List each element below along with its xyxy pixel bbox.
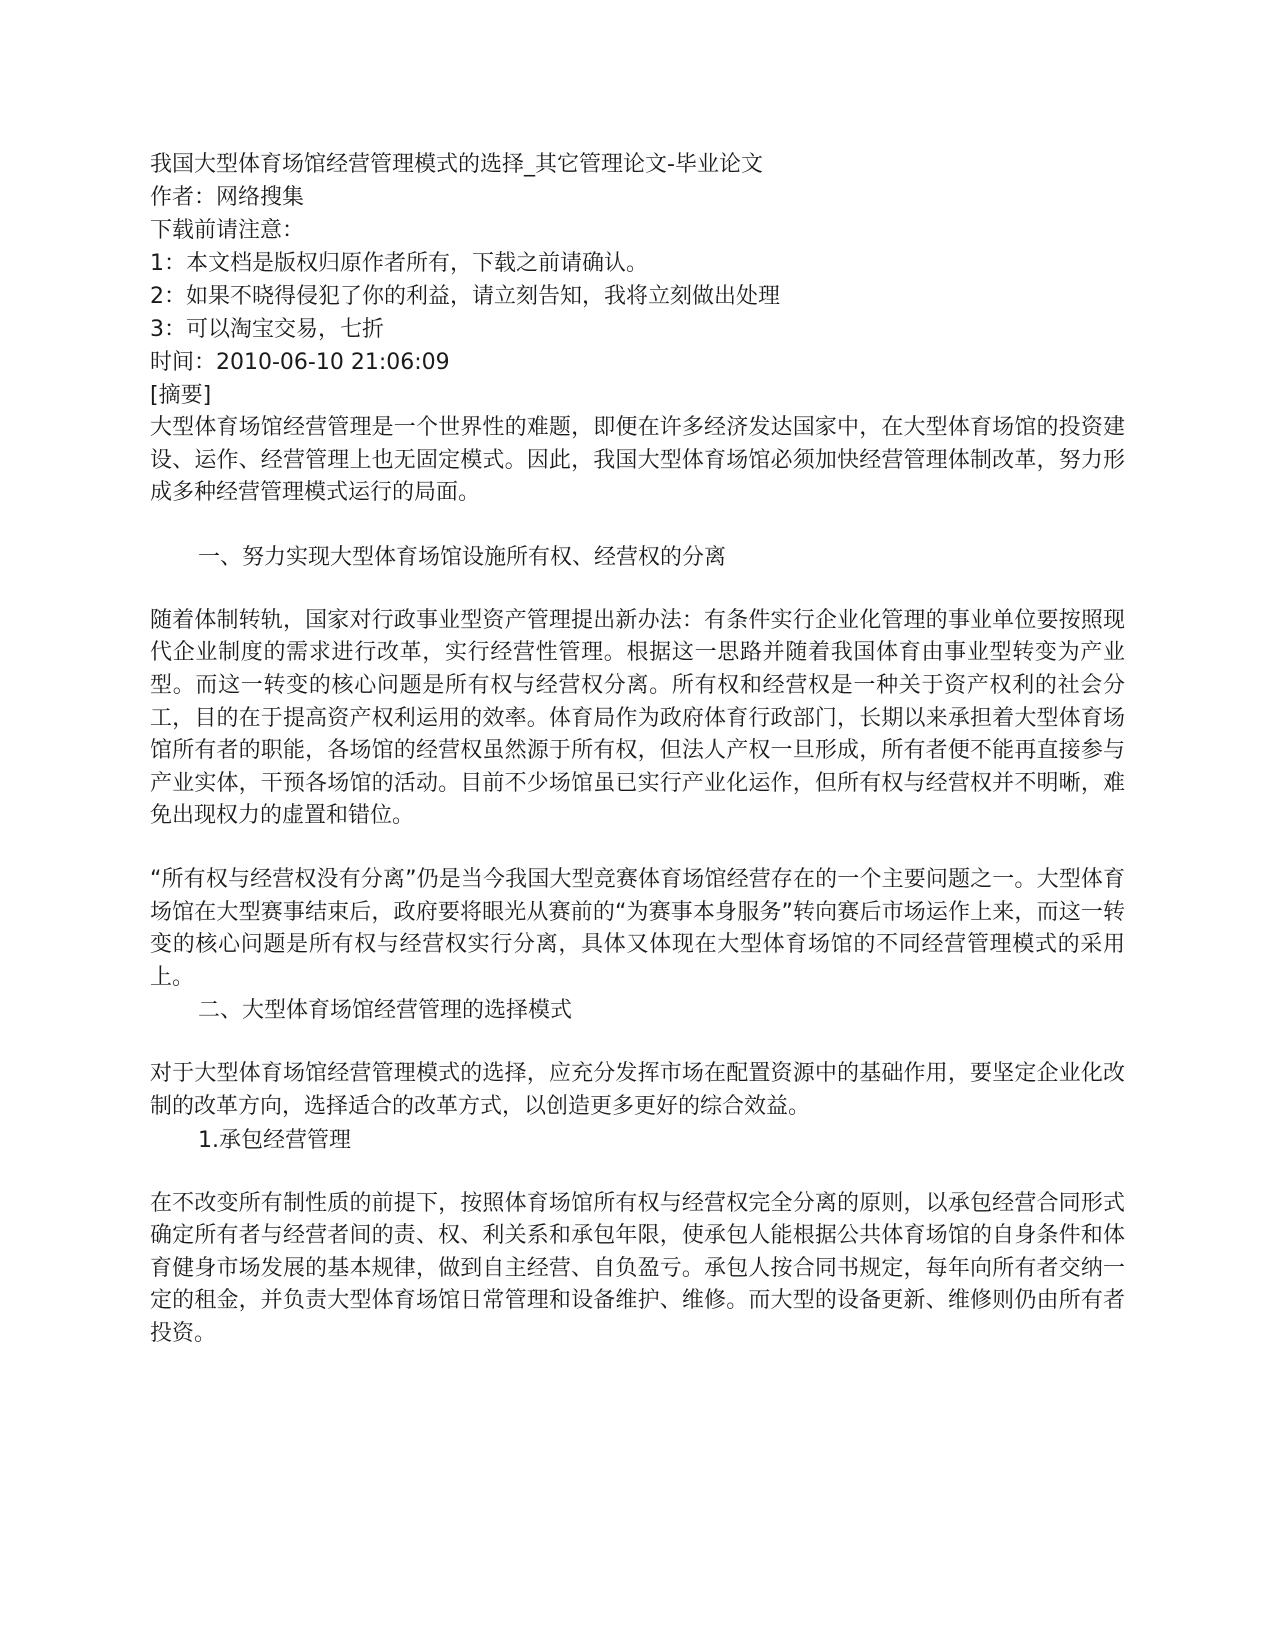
document-title: 我国大型体育场馆经营管理模式的选择_其它管理论文-毕业论文 xyxy=(150,152,763,177)
spacer xyxy=(150,1027,1125,1058)
abstract-text: 大型体育场馆经营管理是一个世界性的难题，即便在许多经济发达国家中，在大型体育场馆的投资建设、运作、经营管理上也无固定模式。因此，我国大型体育场馆必须加快经营管理体制改革，努力形成多种经营管理模式运行的局面。 xyxy=(150,415,1125,506)
notice-item: 2：如果不晓得侵犯了你的利益，请立刻告知，我将立刻做出处理 xyxy=(150,284,780,309)
body-paragraph: 在不改变所有制性质的前提下，按照体育场馆所有权与经营权完全分离的原则，以承包经营合同形式确定所有者与经营者间的责、权、利关系和承包年限，使承包人能根据公共体育场馆的自身条件和体育健身市场发展的基本规律，做到自主经营、自负盈亏。承包人按合同书规定，每年向所有者交纳一定的租金，并负责大型体育场馆日常管理和设备维护、维修。而大型的设备更新、维修则仍由所有者投资。 xyxy=(150,1190,1125,1346)
spacer xyxy=(150,510,1125,541)
abstract-label: [摘要] xyxy=(150,383,212,408)
subsection-heading: 1.承包经营管理 xyxy=(198,1127,351,1153)
section-heading: 二、大型体育场馆经营管理的选择模式 xyxy=(198,998,573,1024)
notice-title: 下载前请注意： xyxy=(150,218,305,243)
spacer xyxy=(150,574,1125,605)
body-paragraph: 随着体制转轨，国家对行政事业型资产管理提出新办法：有条件实行企业化管理的事业单位要按照现代企业制度的需求进行改革，实行经营性管理。根据这一思路并随着我国体育由事业型转变为产业型。而这一转变的核心问题是所有权与经营权分离。所有权和经营权是一种关于资产权利的社会分工，目的在于提高资产权利运用的效率。体育局作为政府体育行政部门，长期以来承担着大型体育场馆所有者的职能，各场馆的经营权虽然源于所有权，但法人产权一旦形成，所有者便不能再直接参与产业实体，干预各场馆的活动。目前不少场馆虽已实行产业化运作，但所有权与经营权并不明晰，难免出现权力的虚置和错位。 xyxy=(150,607,1125,829)
notice-item: 1：本文档是版权归原作者所有，下载之前请确认。 xyxy=(150,251,648,276)
notice-item: 3：可以淘宝交易，七折 xyxy=(150,317,384,342)
document-page xyxy=(150,148,1125,1350)
spacer xyxy=(150,833,1125,864)
body-paragraph: 对于大型体育场馆经营管理模式的选择，应充分发挥市场在配置资源中的基础作用，要坚定企业化改制的改革方向，选择适合的改革方式，以创造更多更好的综合效益。 xyxy=(150,1061,1125,1119)
section-heading: 一、努力实现大型体育场馆设施所有权、经营权的分离 xyxy=(198,544,727,570)
time-line: 时间：2010-06-10 21:06:09 xyxy=(150,350,450,375)
author-line: 作者：网络搜集 xyxy=(150,185,305,210)
body-paragraph: “所有权与经营权没有分离”仍是当今我国大型竞赛体育场馆经营存在的一个主要问题之一。大型体育场馆在大型赛事结束后，政府要将眼光从赛前的“为赛事本身服务”转向赛后市场运作上来，而这一转变的核心问题是所有权与经营权实行分离，具体又体现在大型体育场馆的不同经营管理模式的采用上。 xyxy=(150,866,1125,990)
spacer xyxy=(150,1157,1125,1188)
